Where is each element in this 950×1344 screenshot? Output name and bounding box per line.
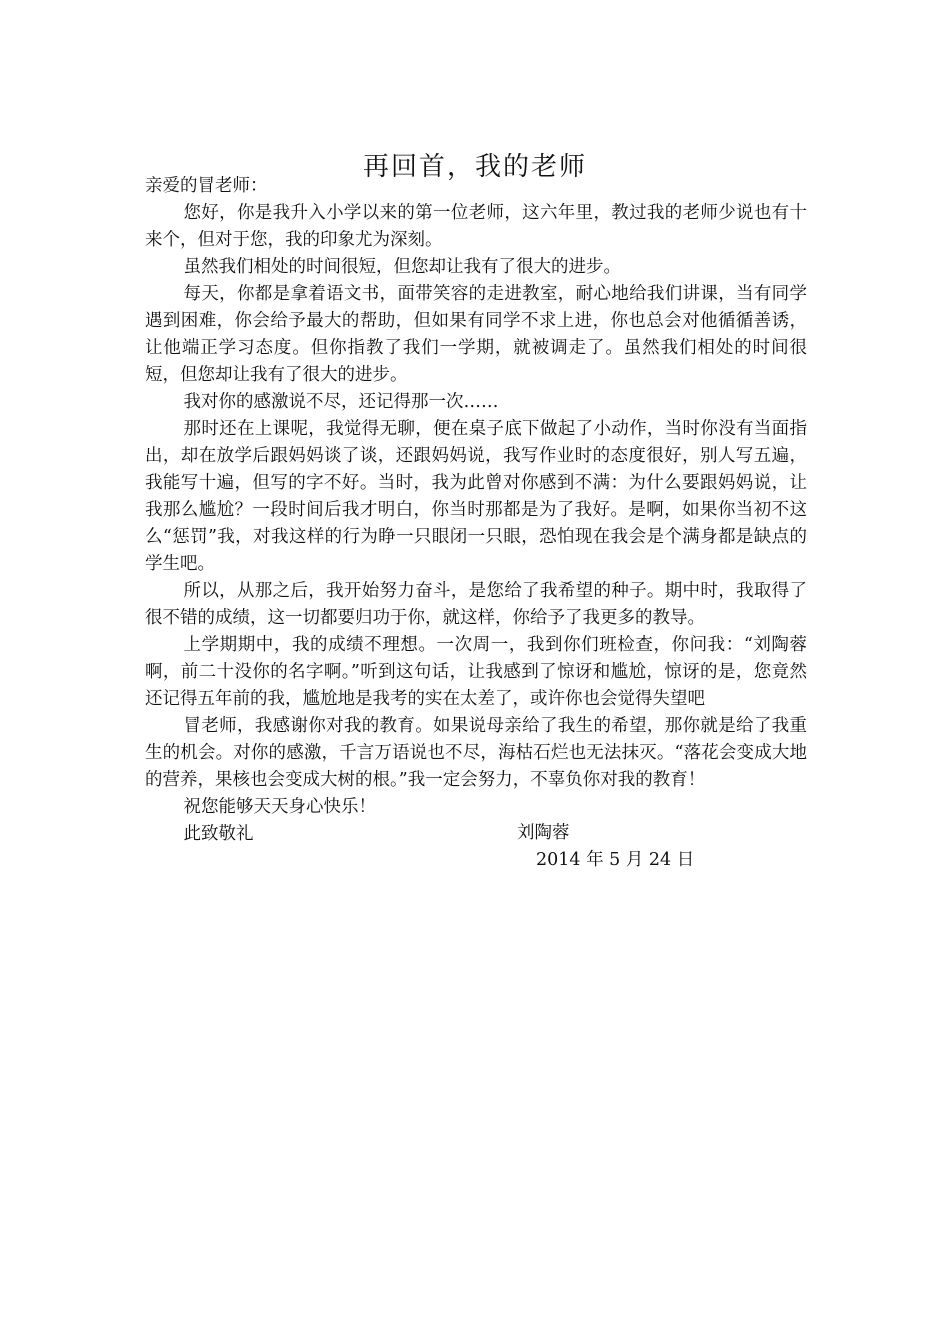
- paragraph: 每天，你都是拿着语文书，面带笑容的走进教室，耐心地给我们讲课，当有同学遇到困难，你会给予最大的帮助，但如果有同学不求上进，你也总会对他循循善诱，让他端正学习态度。但你指教了我们一学期，就被调走了。虽然我们相处的时间很短，但您却让我有了很大的进步。: [145, 284, 807, 385]
- paragraph: 那时还在上课呢，我觉得无聊，便在桌子底下做起了小动作，当时你没有当面指出，却在放学后跟妈妈谈了谈，还跟妈妈说，我写作业时的态度很好，别人写五遍，我能写十遍，但写的字不好。当时，我为此曾对你感到不满：为什么要跟妈妈说，让我那么尴尬？一段时间后我才明白，你当时那都是为了我好。是啊，如果你当初不这么“惩罚”我，对我这样的行为睁一只眼闭一只眼，恐怕现在我会是个满身都是缺点的学生吧。: [145, 419, 807, 574]
- paragraph: 上学期期中，我的成绩不理想。一次周一，我到你们班检查，你问我：“刘陶蓉啊，前二十没你的名字啊。”听到这句话，让我感到了惊讶和尴尬，惊讶的是，您竟然还记得五年前的我，尴尬地是我考的实在太差了，或许你也会觉得失望吧: [145, 635, 807, 709]
- paragraph: 冒老师，我感谢你对我的教育。如果说母亲给了我生的希望，那你就是给了我重生的机会。对你的感激，千言万语说也不尽，海枯石烂也无法抹灭。“落花会变成大地的营养，果核也会变成大树的根。”我一定会努力，不辜负你对我的教育！: [145, 716, 807, 790]
- paragraph: 所以，从那之后，我开始努力奋斗，是您给了我希望的种子。期中时，我取得了很不错的成绩，这一切都要归功于你，就这样，你给予了我更多的教导。: [145, 581, 807, 628]
- wish-line: 祝您能够天天身心快乐！: [183, 797, 376, 817]
- letter-body: [145, 173, 807, 848]
- signature: 刘陶蓉: [517, 823, 570, 843]
- paragraph: 我对你的感激说不尽，还记得那一次……: [183, 392, 499, 412]
- closing-line: 此致敬礼: [183, 824, 254, 844]
- salutation: 亲爱的冒老师：: [145, 176, 268, 196]
- letter-title: 再回首，我的老师: [362, 152, 587, 183]
- paragraph: 虽然我们相处的时间很短，但您却让我有了很大的进步。: [183, 257, 621, 277]
- letter-date: 2014 年 5 月 24 日: [536, 850, 695, 870]
- paragraph: 您好，你是我升入小学以来的第一位老师，这六年里，教过我的老师少说也有十来个，但对于您，我的印象尤为深刻。: [145, 203, 807, 250]
